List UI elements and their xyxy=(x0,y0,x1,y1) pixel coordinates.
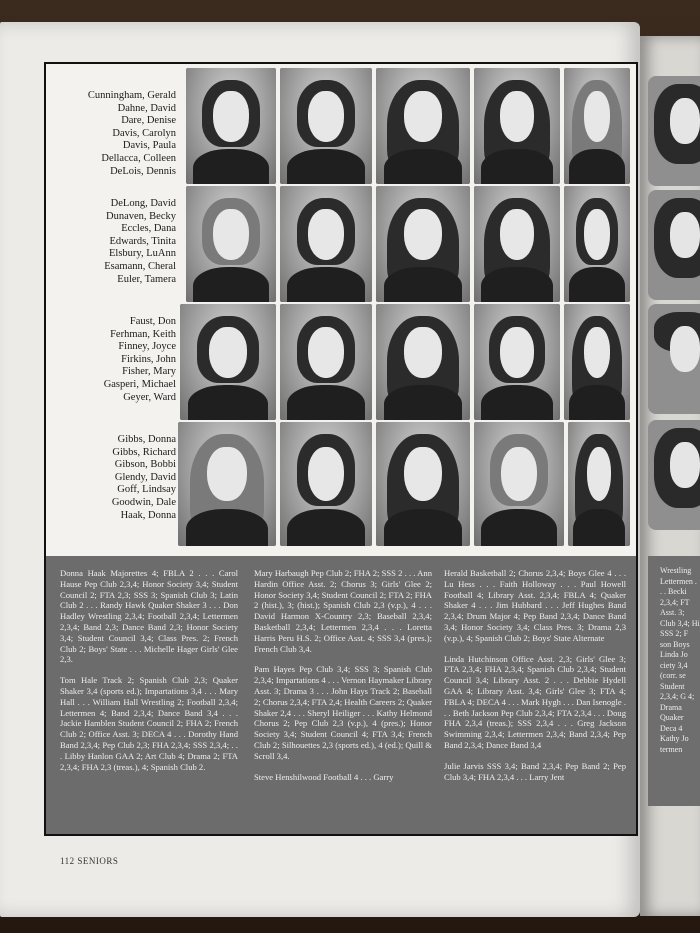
student-name: Ferhman, Keith xyxy=(110,328,176,340)
portrait-photo xyxy=(178,422,276,546)
caption-column xyxy=(444,568,626,792)
student-name: Gibbs, Richard xyxy=(112,446,176,458)
next-page-caption: Wrestling Lettermen . . . Becki 2,3,4; FT Asst. 3; Club 3,4; Hi SSS 2; F son Boys Linda Jo ciety 3,4 (corr. se Student 2,3,4; G 4; Drama Quaker Deca 4 Kathy Jo termen xyxy=(648,556,700,806)
student-name: Cunningham, Gerald xyxy=(87,90,176,101)
student-name: Gibson, Bobbi xyxy=(114,459,176,471)
student-name: Dahne, David xyxy=(117,102,176,114)
caption-paragraph: Mary Harbaugh Pep Club 2; FHA 2; SSS 2 . . . Ann Hardin Office Asst. 2; Chorus 3; Girls' Glee 2; Honor Society 3,4; Student Council 2; FTA 2; FHA 2 (hist.), 3; (hist.); Spanish Club 2,3 (v.p.), 4 . . . David Harmon X-Country 2,3; Baseball 2,3,4; Basketball 2,3,4; Lettermen 2,3,4 . . . Loretta Harris Peru H.S. 2; Office Asst. 4; SSS 3,4 (pres.); French Club 3,4. xyxy=(254,568,432,654)
student-name: DeLong, David xyxy=(110,198,176,209)
activities-caption-panel xyxy=(46,556,636,834)
student-name: Eccles, Dana xyxy=(121,223,176,235)
student-name: Dellacca, Colleen xyxy=(101,152,176,164)
name-list xyxy=(46,316,176,404)
portrait-row xyxy=(46,186,636,304)
portrait-photo xyxy=(568,422,630,546)
student-name: DeLois, Dennis xyxy=(110,165,176,177)
caption-paragraph: Linda Hutchinson Office Asst. 2,3; Girls' Glee 3; FTA 2,3,4; FHA 2,3,4; Spanish Club 2,3,4; Student Council 3,4; Library Asst. 2 . . . Debbie Hydell GAA 4; Library Asst. 3,4; Girls' Glee 3; FTA 4; FBLA 4; DECA 4 . . . Mark Hygh . . . Dan Isenogle . . . Beth Jackson Pep Club 2,3,4; FTA 2,3,4 . . . Doug FHA 2,3,4 (treas.); SSS 2,3,4 . . . Greg Jackson Swimming 2,3,4; Lettermen 2,3,4; Band 2,3,4; Pep Band 2,3,4; Dance Band 3,4 xyxy=(444,653,626,750)
portrait-photo xyxy=(564,304,630,420)
student-name: Faust, Don xyxy=(129,316,176,327)
caption-paragraph: Herald Basketball 2; Chorus 2,3,4; Boys Glee 4 . . . Lu Hess . . . Faith Holloway . . . Paul Howell Football 4; Library Asst. 2,3,4; FBLA 4; Quaker Shaker 4 . . . Jim Hubbard . . . Jeff Hughes Band 2,3,4; Drum Major 4; Pep Band 2,3,4; Dance Band 3,4; Honor Society 3,4; Class Pres. 3; Drama 2,3 (v.p.), 4; Spanish Club 2; Boys' State Alternate xyxy=(444,568,626,643)
student-name: Edwards, Tinita xyxy=(109,235,176,247)
caption-paragraph: Julie Jarvis SSS 3,4; Band 2,3,4; Pep Band 2; Pep Club 3,4; FHA 2,3,4 . . . Larry Jent xyxy=(444,760,626,782)
portrait-photo xyxy=(280,422,372,546)
next-page-photo xyxy=(648,76,700,186)
next-page-photo xyxy=(648,420,700,530)
portrait-photo xyxy=(474,68,560,184)
student-name: Davis, Carolyn xyxy=(112,127,176,139)
portrait-photo xyxy=(186,68,276,184)
student-name: Dare, Denise xyxy=(121,115,176,127)
caption-paragraph: Donna Haak Majorettes 4; FBLA 2 . . . Carol Hause Pep Club 2,3,4; Honor Society 3,4; Student Council 2; FTA 2,3; SSS 3; Spanish Club 3; Latin Club 2 . . . Randy Hawk Quaker Shaker 3 . . . Don Hadley Wrestling 2,3,4; Football 2,3,4; Lettermen 2,3,4; Band 2,3; Dance Band 2,3; Honor Society 3,4; Student Council 3,4; Class Pres. 2; French Club 2; Boys' State . . . Michelle Hager Girls' Glee 2,3. xyxy=(60,568,238,665)
caption-column xyxy=(60,568,238,782)
page-folio: 112 SENIORS xyxy=(60,856,119,866)
student-name: Haak, Donna xyxy=(120,509,176,521)
student-name: Glendy, David xyxy=(114,471,176,483)
caption-paragraph: Pam Hayes Pep Club 3,4; SSS 3; Spanish Club 2,3,4; Impartations 4 . . . Vernon Haymaker Library Asst. 3; Drama 3 . . . John Hays Track 2; Baseball 2; Chorus 2,3,4; FTA 2,4; Health Careers 2; Quaker Shaker 2,4 . . . Sheryl Heiliger . . . Kathy Helmond Chorus 2; Pep Club 2,3 (v.p.), 4 (pres.); Honor Society 3,4; Student Council 4; FTA 3,4; French Club 2; Silhouettes 2,3 (sports ed.), 4 (ed.); Quill & Scroll 3,4. xyxy=(254,664,432,761)
next-page-photo xyxy=(648,304,700,414)
name-list xyxy=(46,90,176,178)
portrait-row xyxy=(46,422,636,540)
portrait-photo xyxy=(376,186,470,302)
portrait-photo xyxy=(474,186,560,302)
caption-paragraph: Steve Henshilwood Football 4 . . . Garry xyxy=(254,771,394,782)
portrait-photo xyxy=(280,186,372,302)
student-name: Gibbs, Donna xyxy=(117,434,176,445)
student-name: Goodwin, Dale xyxy=(111,496,176,508)
student-name: Geyer, Ward xyxy=(123,391,176,403)
portrait-row xyxy=(46,68,636,186)
student-name: Gasperi, Michael xyxy=(103,378,176,390)
senior-portraits-frame xyxy=(44,62,638,836)
student-name: Elsbury, LuAnn xyxy=(109,248,176,260)
student-name: Goff, Lindsay xyxy=(117,484,176,496)
portrait-row xyxy=(46,304,636,422)
caption-column xyxy=(254,568,432,792)
portrait-photo xyxy=(474,304,560,420)
portrait-photo xyxy=(376,68,470,184)
portrait-photo xyxy=(280,68,372,184)
portrait-photo xyxy=(474,422,564,546)
student-name: Euler, Tamera xyxy=(117,273,176,285)
student-name: Firkins, John xyxy=(121,353,176,365)
caption-paragraph: Tom Hale Track 2; Spanish Club 2,3; Quaker Shaker 3,4 (sports ed.); Impartations 3,4 . . . Mary Hall . . . William Hall Wrestling 2; Football 2,3,4; Lettermen 4; Band 2,3,4; Dance Band 3,4 . . . Jackie Hamblen Student Council 2; FHA 2; French Club 2; Office Asst. 3; DECA 4 . . . Dorothy Hand Band 2,3,4; Pep Club 2,3; FHA 2,3,4; SSS 2,3,4; . . . Libby Hanlon GAA 2; Art Club 4; Drama 2; FTA 2,3,4; FHA 2,3 (treas.), 4; Spanish Club 2. xyxy=(60,675,238,772)
portrait-photo xyxy=(564,186,630,302)
next-page-photo xyxy=(648,190,700,300)
name-list xyxy=(46,434,176,522)
student-name: Dunaven, Becky xyxy=(106,210,176,222)
student-name: Finney, Joyce xyxy=(118,341,176,353)
student-name: Esamann, Cheral xyxy=(104,260,176,272)
student-name: Davis, Paula xyxy=(122,140,176,152)
portrait-photo xyxy=(280,304,372,420)
student-name: Fisher, Mary xyxy=(122,366,176,378)
portrait-photo xyxy=(564,68,630,184)
name-list xyxy=(46,198,176,286)
portrait-photo xyxy=(180,304,276,420)
portrait-photo xyxy=(376,422,470,546)
portrait-photo xyxy=(186,186,276,302)
portrait-photo xyxy=(376,304,470,420)
